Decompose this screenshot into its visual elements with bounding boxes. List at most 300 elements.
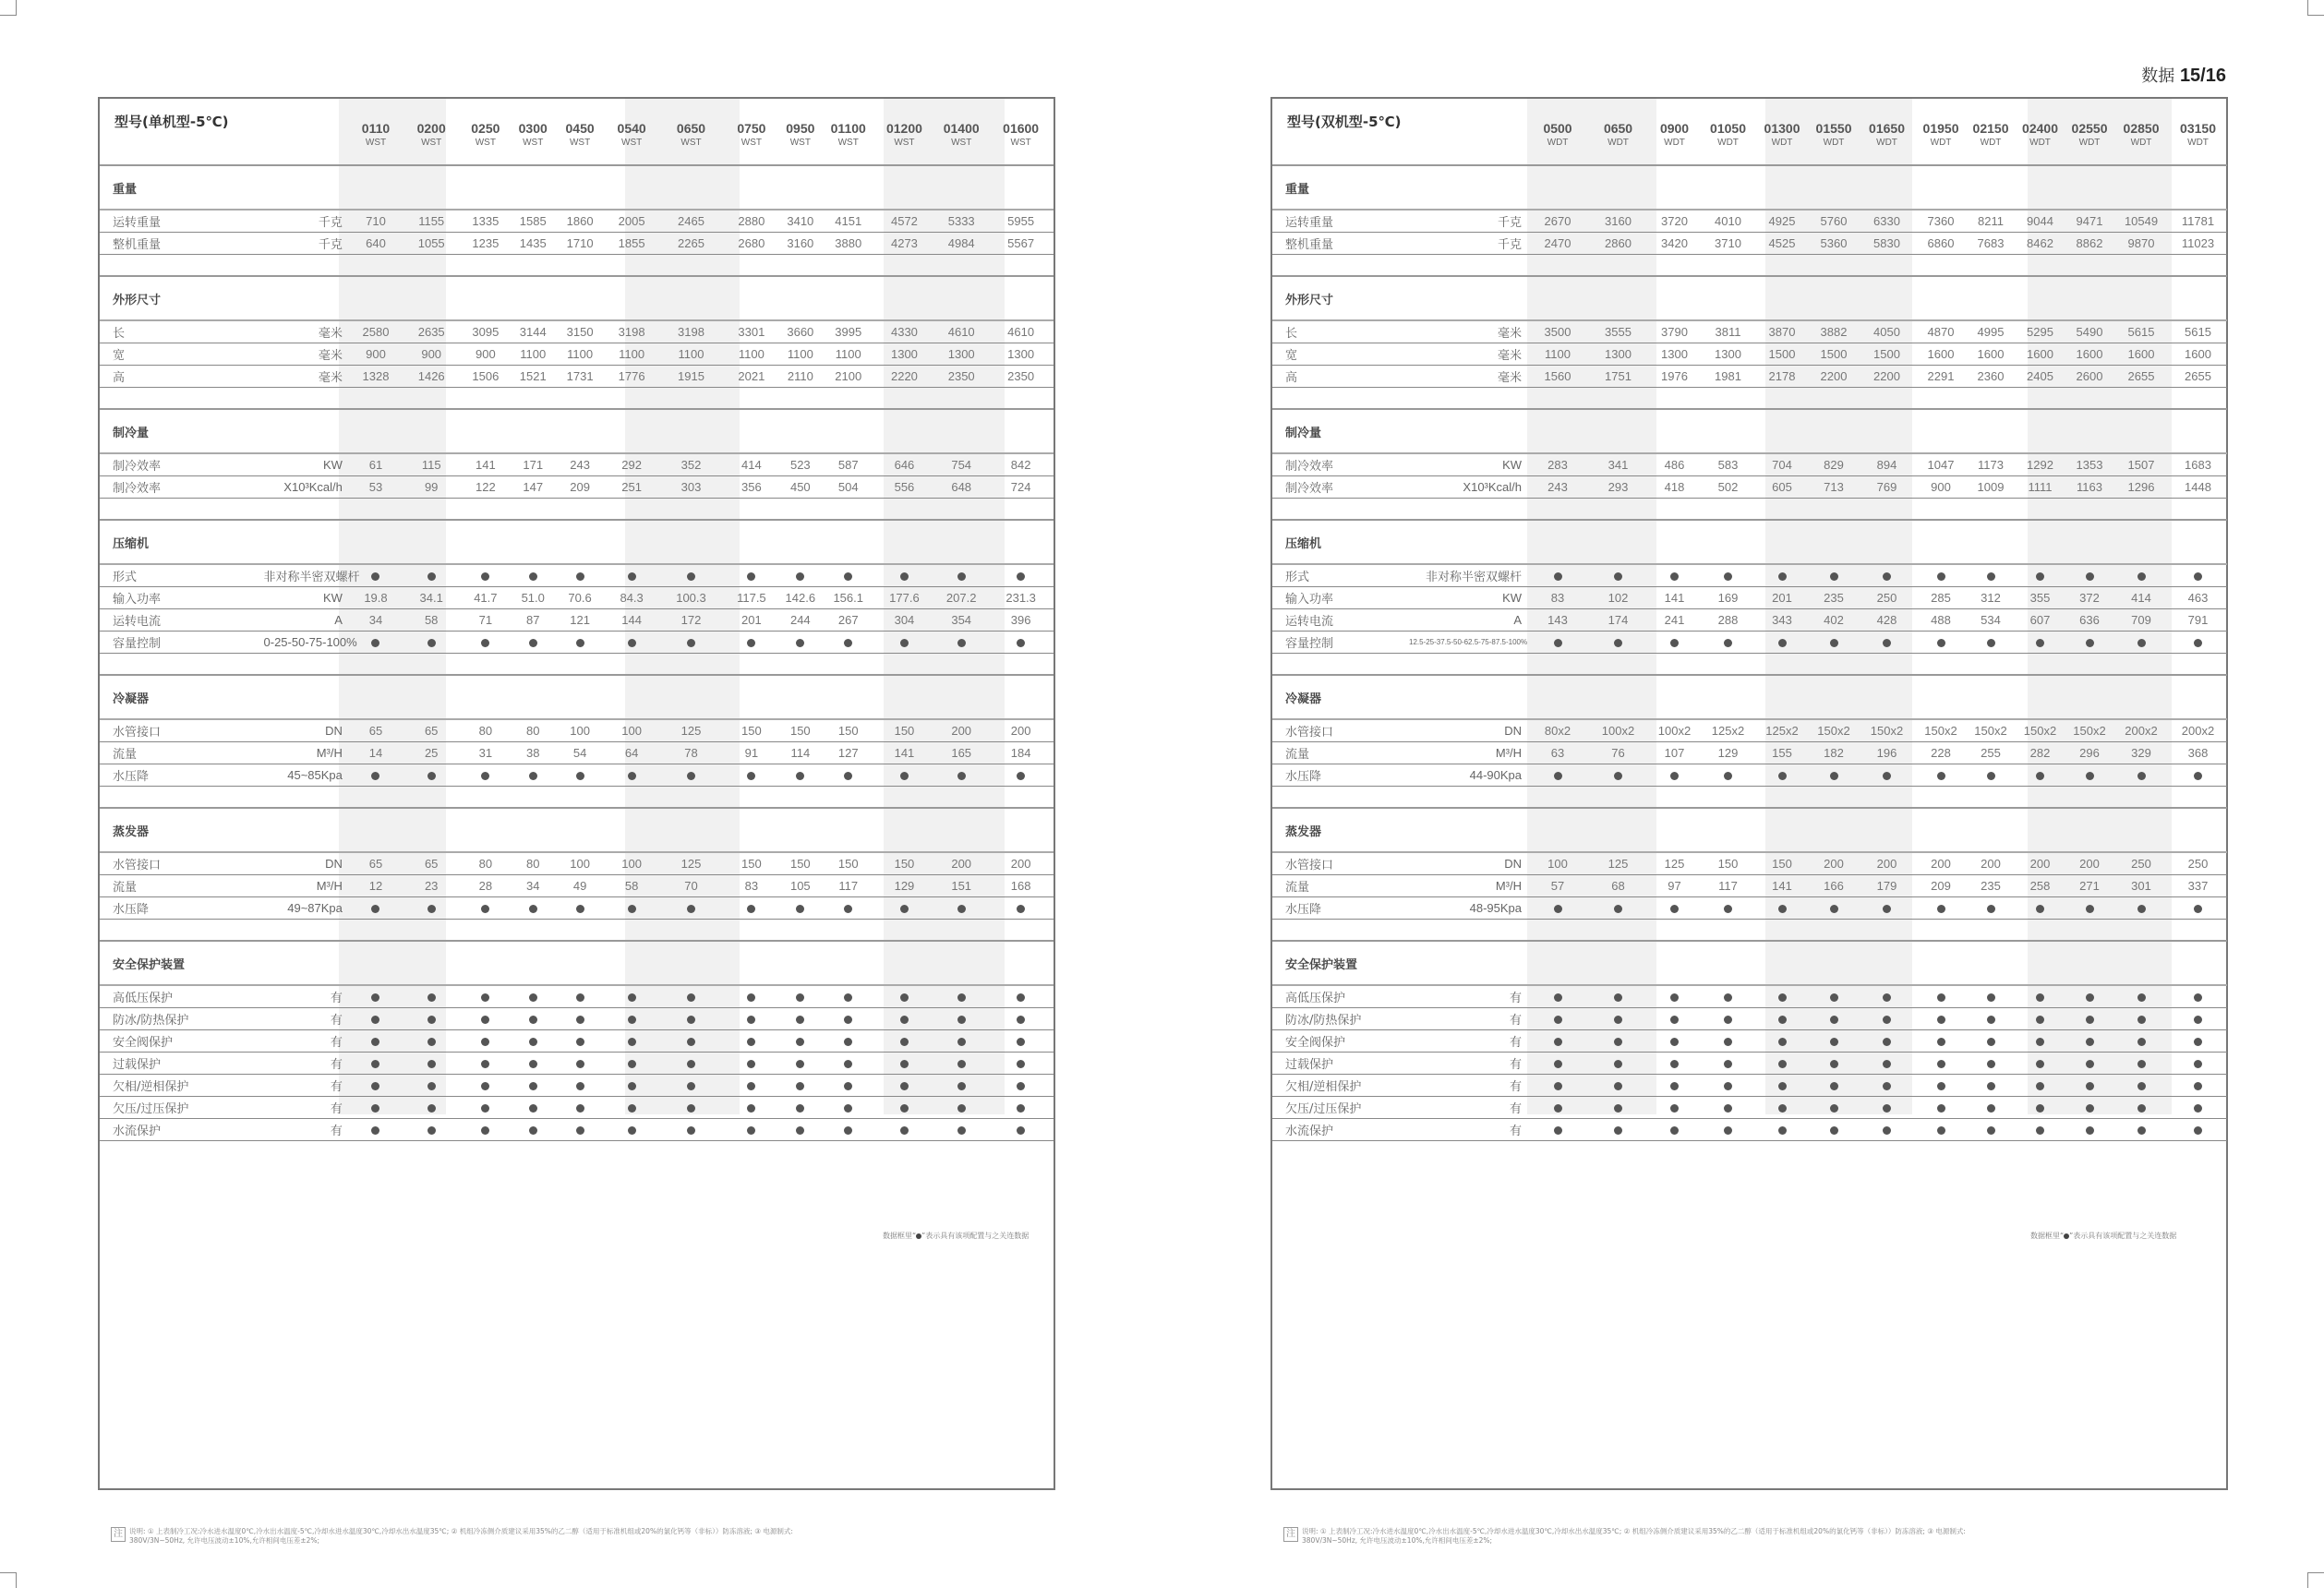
value-cell: 704 <box>1755 453 1809 476</box>
empty-cell <box>1409 920 1527 942</box>
table-row <box>100 875 1054 897</box>
value-cell: 1860 <box>554 210 606 233</box>
value-cell <box>2113 764 2169 787</box>
filled-dot-icon <box>1830 1082 1838 1090</box>
empty-cell <box>1272 920 1409 942</box>
value-cell <box>2169 1030 2227 1053</box>
row-unit: 12.5-25-37.5-50-62.5-75-87.5-100% <box>1409 632 1527 654</box>
filled-dot-icon <box>1778 1126 1787 1135</box>
value-cell: 100x2 <box>1648 719 1701 742</box>
empty-cell <box>1527 276 1588 320</box>
model-header <box>1915 99 1967 165</box>
row-label: 运转电流 <box>1272 609 1409 632</box>
row-unit: 有 <box>264 1030 348 1053</box>
value-cell <box>1859 1119 1915 1141</box>
value-cell <box>1648 564 1701 587</box>
filled-dot-icon <box>796 1060 804 1068</box>
value-cell <box>823 897 874 920</box>
filled-dot-icon <box>2086 993 2094 1002</box>
value-cell <box>1648 1030 1701 1053</box>
empty-cell <box>1915 920 1967 942</box>
value-cell: 1300 <box>1648 343 1701 366</box>
value-cell <box>1755 1075 1809 1097</box>
empty-cell <box>403 499 459 521</box>
value-cell <box>934 1097 988 1119</box>
filled-dot-icon <box>1670 905 1679 913</box>
row-unit: 毫米 <box>264 366 348 388</box>
filled-dot-icon <box>2137 1060 2146 1068</box>
table-row <box>1272 343 2227 366</box>
empty-cell <box>1859 276 1915 320</box>
empty-cell <box>1701 654 1755 676</box>
value-cell: 201 <box>725 609 778 632</box>
value-cell <box>403 1030 459 1053</box>
value-cell <box>1915 1053 1967 1075</box>
filled-dot-icon <box>957 1126 966 1135</box>
value-cell: 1300 <box>1701 343 1755 366</box>
empty-cell <box>100 654 264 676</box>
value-cell <box>1527 985 1588 1008</box>
table-row <box>1272 1119 2227 1141</box>
value-cell <box>1809 1075 1859 1097</box>
empty-cell <box>2113 165 2169 210</box>
filled-dot-icon <box>1614 1016 1622 1024</box>
empty-cell <box>1701 520 1755 564</box>
value-cell <box>1588 764 1648 787</box>
value-cell <box>1701 764 1755 787</box>
value-cell: 51.0 <box>512 587 554 609</box>
filled-dot-icon <box>481 905 489 913</box>
value-cell: 122 <box>459 476 512 499</box>
value-cell <box>778 985 823 1008</box>
filled-dot-icon <box>687 993 695 1002</box>
value-cell <box>725 897 778 920</box>
value-cell: 3160 <box>778 233 823 255</box>
model-header <box>2015 99 2065 165</box>
value-cell <box>1701 897 1755 920</box>
empty-cell <box>1859 409 1915 453</box>
value-cell: 1353 <box>2065 453 2113 476</box>
value-cell: 5567 <box>988 233 1054 255</box>
empty-cell <box>2015 499 2065 521</box>
model-suffix: WST <box>680 138 702 148</box>
value-cell <box>2065 1008 2113 1030</box>
empty-cell <box>348 520 403 564</box>
value-cell: 102 <box>1588 587 1648 609</box>
empty-cell <box>1809 520 1859 564</box>
empty-cell <box>1272 388 1409 410</box>
empty-cell <box>1809 920 1859 942</box>
empty-cell <box>1809 409 1859 453</box>
value-cell <box>606 1119 657 1141</box>
empty-cell <box>1809 499 1859 521</box>
value-cell: 127 <box>823 742 874 764</box>
empty-cell <box>2113 388 2169 410</box>
empty-cell <box>554 675 606 719</box>
empty-cell <box>1755 276 1809 320</box>
value-cell <box>874 764 934 787</box>
empty-cell <box>1967 499 2015 521</box>
filled-dot-icon <box>371 572 379 581</box>
model-header <box>725 99 778 165</box>
empty-cell <box>725 255 778 277</box>
filled-dot-icon <box>957 772 966 780</box>
value-cell: 2110 <box>778 366 823 388</box>
value-cell <box>1915 1119 1967 1141</box>
section-title: 外形尺寸 <box>100 276 348 320</box>
value-cell: 171 <box>512 453 554 476</box>
filled-dot-icon <box>687 639 695 647</box>
empty-cell <box>1588 920 1648 942</box>
row-unit: 千克 <box>264 233 348 255</box>
empty-cell <box>934 787 988 809</box>
table-row <box>100 897 1054 920</box>
empty-cell <box>988 409 1054 453</box>
empty-cell <box>778 276 823 320</box>
value-cell: 100 <box>606 852 657 875</box>
row-unit: M³/H <box>1409 742 1527 764</box>
filled-dot-icon <box>2036 772 2044 780</box>
value-cell: 4330 <box>874 320 934 343</box>
empty-cell <box>1588 499 1648 521</box>
filled-dot-icon <box>576 1016 584 1024</box>
empty-cell <box>1527 920 1588 942</box>
empty-cell <box>1967 388 2015 410</box>
row-label: 高低压保护 <box>100 985 264 1008</box>
empty-cell <box>1755 941 1809 985</box>
filled-dot-icon <box>1554 1016 1562 1024</box>
value-cell <box>2065 1075 2113 1097</box>
value-cell: 3160 <box>1588 210 1648 233</box>
row-unit: DN <box>1409 719 1527 742</box>
value-cell: 4925 <box>1755 210 1809 233</box>
value-cell: 8211 <box>1967 210 2015 233</box>
value-cell <box>459 897 512 920</box>
filled-dot-icon <box>687 1016 695 1024</box>
value-cell: 607 <box>2015 609 2065 632</box>
table-row <box>100 1008 1054 1030</box>
value-cell <box>2113 1075 2169 1097</box>
row-unit: 有 <box>1409 1030 1527 1053</box>
value-cell <box>1967 985 2015 1008</box>
empty-cell <box>1967 808 2015 852</box>
filled-dot-icon <box>2086 905 2094 913</box>
row-unit: 有 <box>264 1119 348 1141</box>
value-cell <box>1967 764 2015 787</box>
empty-cell <box>988 787 1054 809</box>
value-cell: 10549 <box>2113 210 2169 233</box>
empty-cell <box>348 409 403 453</box>
model-header <box>2113 99 2169 165</box>
empty-cell <box>403 276 459 320</box>
value-cell <box>725 1030 778 1053</box>
value-cell <box>874 1097 934 1119</box>
model-suffix: WST <box>1010 138 1031 148</box>
filled-dot-icon <box>481 772 489 780</box>
empty-cell <box>1915 388 1967 410</box>
model-code: 0900 <box>1659 121 1690 136</box>
empty-cell <box>1809 388 1859 410</box>
value-cell: 1335 <box>459 210 512 233</box>
filled-dot-icon <box>900 1104 909 1113</box>
filled-dot-icon <box>1554 1104 1562 1113</box>
filled-dot-icon <box>529 1038 537 1046</box>
filled-dot-icon <box>576 639 584 647</box>
value-cell: 200 <box>934 852 988 875</box>
value-cell <box>934 632 988 654</box>
model-code: 02550 <box>2071 121 2108 136</box>
value-cell <box>459 1053 512 1075</box>
filled-dot-icon <box>1017 1126 1025 1135</box>
filled-dot-icon <box>1017 993 1025 1002</box>
value-cell <box>1755 1008 1809 1030</box>
empty-cell <box>100 255 264 277</box>
filled-dot-icon <box>1554 905 1562 913</box>
empty-cell <box>2169 165 2227 210</box>
footnote-mark: 注 <box>1283 1527 1298 1542</box>
empty-cell <box>874 520 934 564</box>
model-code: 0110 <box>361 121 391 136</box>
crop-mark-bottom-left <box>0 1572 17 1588</box>
value-cell <box>1859 1097 1915 1119</box>
filled-dot-icon <box>900 1060 909 1068</box>
empty-cell <box>1755 520 1809 564</box>
empty-cell <box>2169 520 2227 564</box>
value-cell: 1296 <box>2113 476 2169 499</box>
value-cell: 3301 <box>725 320 778 343</box>
model-header <box>874 99 934 165</box>
filled-dot-icon <box>2194 905 2202 913</box>
empty-cell <box>554 920 606 942</box>
row-unit: 毫米 <box>1409 320 1527 343</box>
value-cell <box>2065 764 2113 787</box>
value-cell: 2405 <box>2015 366 2065 388</box>
empty-cell <box>264 787 348 809</box>
model-code: 01300 <box>1764 121 1800 136</box>
filled-dot-icon <box>371 905 379 913</box>
row-label: 安全阀保护 <box>100 1030 264 1053</box>
row-label: 水压降 <box>100 897 264 920</box>
table-row <box>1272 875 2227 897</box>
row-unit: KW <box>264 453 348 476</box>
value-cell: 4610 <box>988 320 1054 343</box>
value-cell: 258 <box>2015 875 2065 897</box>
value-cell: 200x2 <box>2113 719 2169 742</box>
empty-cell <box>2113 675 2169 719</box>
filled-dot-icon <box>1830 1060 1838 1068</box>
empty-cell <box>2065 920 2113 942</box>
filled-dot-icon <box>687 572 695 581</box>
model-suffix: WDT <box>1823 138 1845 148</box>
value-cell: 31 <box>459 742 512 764</box>
empty-cell <box>1648 808 1701 852</box>
model-header <box>988 99 1054 165</box>
value-cell: 3720 <box>1648 210 1701 233</box>
empty-cell <box>657 520 725 564</box>
value-cell <box>1809 1053 1859 1075</box>
value-cell <box>1967 1097 2015 1119</box>
empty-cell <box>606 787 657 809</box>
value-cell: 1163 <box>2065 476 2113 499</box>
model-code: 0750 <box>737 121 766 136</box>
filled-dot-icon <box>1987 1038 1995 1046</box>
value-cell <box>1701 632 1755 654</box>
filled-dot-icon <box>1724 572 1732 581</box>
value-cell: 150x2 <box>1915 719 1967 742</box>
value-cell <box>934 1119 988 1141</box>
empty-cell <box>874 276 934 320</box>
empty-cell <box>1809 255 1859 277</box>
section-title: 冷凝器 <box>1272 675 1527 719</box>
value-cell <box>1859 764 1915 787</box>
value-cell: 1328 <box>348 366 403 388</box>
model-header <box>606 99 657 165</box>
model-code: 03150 <box>2180 121 2216 136</box>
filled-dot-icon <box>1614 1126 1622 1135</box>
filled-dot-icon <box>481 1082 489 1090</box>
value-cell: 648 <box>934 476 988 499</box>
filled-dot-icon <box>1017 1104 1025 1113</box>
empty-cell <box>1272 787 1409 809</box>
value-cell: 1585 <box>512 210 554 233</box>
value-cell <box>778 897 823 920</box>
filled-dot-icon <box>1724 639 1732 647</box>
value-cell: 7683 <box>1967 233 2015 255</box>
row-unit: 有 <box>1409 1075 1527 1097</box>
empty-cell <box>1272 499 1409 521</box>
filled-dot-icon <box>747 1060 755 1068</box>
empty-cell <box>1755 675 1809 719</box>
empty-cell <box>823 165 874 210</box>
value-cell: 6330 <box>1859 210 1915 233</box>
value-cell <box>606 897 657 920</box>
filled-dot-icon <box>796 1016 804 1024</box>
value-cell <box>874 1008 934 1030</box>
value-cell: 105 <box>778 875 823 897</box>
value-cell <box>823 764 874 787</box>
filled-dot-icon <box>844 772 852 780</box>
empty-cell <box>459 255 512 277</box>
value-cell: 200 <box>1809 852 1859 875</box>
model-header <box>934 99 988 165</box>
value-cell: 76 <box>1588 742 1648 764</box>
value-cell: 285 <box>1915 587 1967 609</box>
empty-cell <box>1588 787 1648 809</box>
value-cell: 141 <box>874 742 934 764</box>
empty-cell <box>512 654 554 676</box>
empty-cell <box>512 255 554 277</box>
filled-dot-icon <box>900 993 909 1002</box>
empty-cell <box>1967 654 2015 676</box>
value-cell <box>778 1119 823 1141</box>
value-cell <box>1809 764 1859 787</box>
empty-cell <box>1588 520 1648 564</box>
filled-dot-icon <box>1017 572 1025 581</box>
row-unit: 44-90Kpa <box>1409 764 1527 787</box>
model-header <box>1588 99 1648 165</box>
empty-cell <box>874 941 934 985</box>
value-cell: 636 <box>2065 609 2113 632</box>
empty-cell <box>1809 808 1859 852</box>
filled-dot-icon <box>1670 1126 1679 1135</box>
empty-cell <box>554 787 606 809</box>
empty-cell <box>657 654 725 676</box>
filled-dot-icon <box>747 772 755 780</box>
value-cell: 54 <box>554 742 606 764</box>
value-cell: 87 <box>512 609 554 632</box>
empty-cell <box>512 520 554 564</box>
empty-cell <box>2169 499 2227 521</box>
value-cell: 200 <box>988 719 1054 742</box>
value-cell: 1448 <box>2169 476 2227 499</box>
row-unit: 非对称半密双螺杆 <box>1409 564 1527 587</box>
value-cell <box>1527 1097 1588 1119</box>
empty-cell <box>1409 255 1527 277</box>
value-cell: 2005 <box>606 210 657 233</box>
model-code: 01050 <box>1710 121 1746 136</box>
value-cell <box>2015 764 2065 787</box>
filled-dot-icon <box>900 639 909 647</box>
section-spacer <box>100 255 1054 277</box>
empty-cell <box>657 276 725 320</box>
table-row <box>100 1119 1054 1141</box>
empty-cell <box>1701 165 1755 210</box>
value-cell: 168 <box>988 875 1054 897</box>
filled-dot-icon <box>747 1104 755 1113</box>
filled-dot-icon <box>2194 1060 2202 1068</box>
value-cell <box>2113 632 2169 654</box>
value-cell <box>348 897 403 920</box>
filled-dot-icon <box>796 772 804 780</box>
filled-dot-icon <box>747 993 755 1002</box>
value-cell <box>459 632 512 654</box>
empty-cell <box>2113 276 2169 320</box>
empty-cell <box>823 276 874 320</box>
table-row <box>1272 609 2227 632</box>
empty-cell <box>606 255 657 277</box>
value-cell: 12 <box>348 875 403 897</box>
filled-dot-icon <box>844 1082 852 1090</box>
empty-cell <box>823 499 874 521</box>
value-cell: 2200 <box>1859 366 1915 388</box>
value-cell <box>2169 632 2227 654</box>
value-cell: 150 <box>1755 852 1809 875</box>
value-cell <box>874 1119 934 1141</box>
empty-cell <box>1915 409 1967 453</box>
section-title: 安全保护装置 <box>1272 941 1527 985</box>
value-cell: 1100 <box>1527 343 1588 366</box>
value-cell <box>2015 985 2065 1008</box>
empty-cell <box>512 920 554 942</box>
value-cell: 5360 <box>1809 233 1859 255</box>
page-number <box>2141 63 2226 87</box>
value-cell: 125 <box>1588 852 1648 875</box>
value-cell <box>2113 897 2169 920</box>
value-cell <box>2169 564 2227 587</box>
model-suffix: WDT <box>1771 138 1793 148</box>
empty-cell <box>778 520 823 564</box>
value-cell <box>512 1008 554 1030</box>
table-row <box>1272 719 2227 742</box>
value-cell: 201 <box>1755 587 1809 609</box>
section-header-row <box>1272 165 2227 210</box>
filled-dot-icon <box>2194 1038 2202 1046</box>
value-cell: 450 <box>778 476 823 499</box>
filled-dot-icon <box>796 1104 804 1113</box>
empty-cell <box>1648 920 1701 942</box>
row-label: 长 <box>100 320 264 343</box>
value-cell <box>2169 1119 2227 1141</box>
